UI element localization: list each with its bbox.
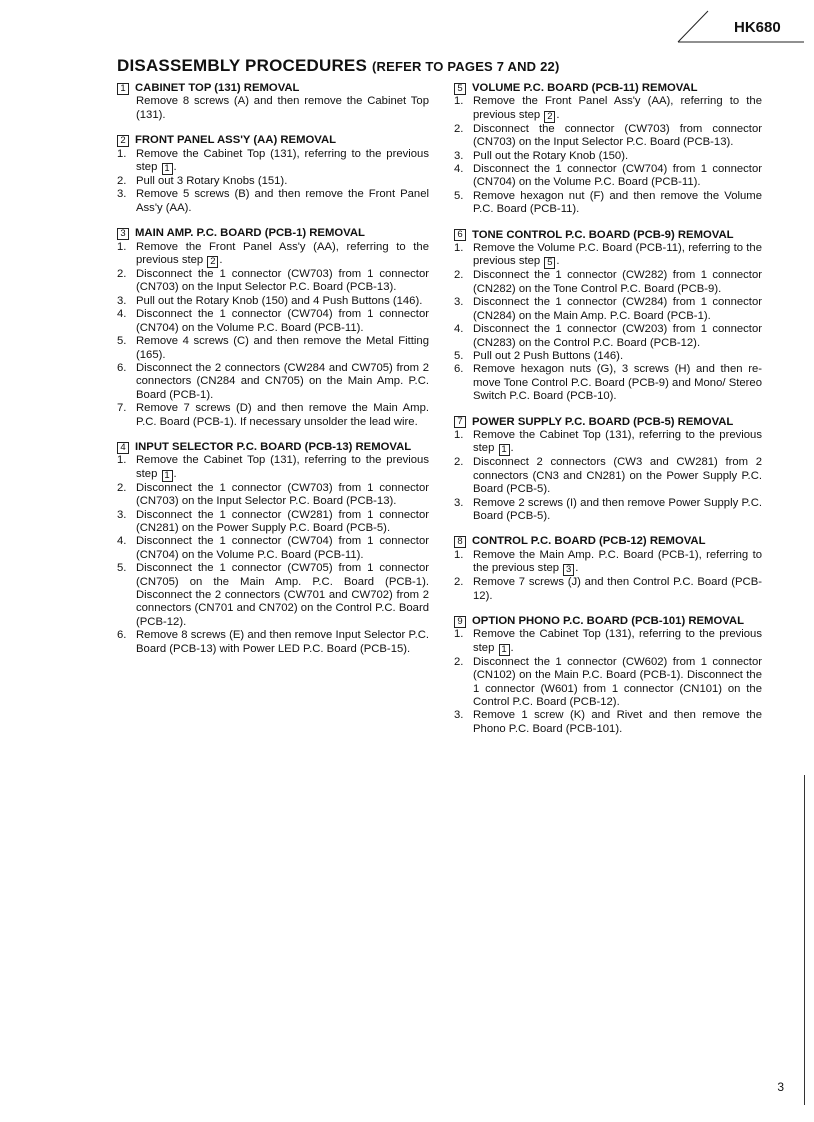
step-item bbox=[117, 308, 429, 335]
step-number: 4. bbox=[117, 535, 127, 548]
step-text-end: . bbox=[219, 254, 223, 267]
step-text: Disconnect the 1 connector (CW704) from 1 connector (CN704) on the Volume P.C. Board (PCB-11). bbox=[136, 535, 429, 561]
step-list bbox=[454, 429, 762, 523]
step-text: Remove the Cabinet Top (131), referring to the previous step bbox=[473, 628, 762, 654]
section-heading bbox=[454, 82, 762, 95]
step-text-end: . bbox=[510, 442, 514, 455]
step-text: Pull out the Rotary Knob (150). bbox=[473, 149, 629, 162]
section-heading bbox=[117, 227, 429, 240]
step-list bbox=[454, 242, 762, 403]
section-volume-board bbox=[454, 82, 762, 217]
section-heading bbox=[454, 615, 762, 628]
section-number-box: 9 bbox=[454, 616, 466, 628]
step-text: Remove the Cabinet Top (131), referring to the previous step bbox=[136, 454, 429, 480]
step-text: Remove 7 screws (J) and then Control P.C. Board (PCB-12). bbox=[473, 576, 762, 602]
step-reference-box: 1 bbox=[499, 644, 510, 656]
step-item bbox=[454, 549, 762, 576]
section-number-box: 8 bbox=[454, 536, 466, 548]
step-number: 1. bbox=[454, 548, 464, 561]
step-text: Disconnect the 1 connector (CW281) from 1 connector (CN281) on the Power Supply P.C. Board (PCB-5). bbox=[136, 508, 429, 534]
step-list bbox=[454, 628, 762, 736]
step-item bbox=[454, 350, 762, 363]
left-column bbox=[117, 82, 429, 668]
step-item bbox=[454, 628, 762, 655]
section-title: CABINET TOP (131) REMOVAL bbox=[135, 82, 300, 94]
section-heading bbox=[117, 134, 429, 147]
section-control-board bbox=[454, 535, 762, 603]
step-text: Pull out 3 Rotary Knobs (151). bbox=[136, 175, 288, 188]
step-item bbox=[454, 429, 762, 456]
step-item bbox=[454, 150, 762, 163]
step-text: Disconnect the 1 connector (CW704) from 1 connector (CN704) on the Volume P.C. Board (PCB-11). bbox=[473, 163, 762, 189]
step-reference-box: 1 bbox=[162, 470, 173, 482]
step-list bbox=[117, 148, 429, 216]
page-title-main: DISASSEMBLY PROCEDURES bbox=[117, 56, 368, 75]
section-number-box: 7 bbox=[454, 416, 466, 428]
section-power-supply-board bbox=[454, 416, 762, 524]
step-item bbox=[454, 95, 762, 122]
section-number-box: 6 bbox=[454, 229, 466, 241]
step-text: Remove the Front Panel Ass'y (AA), referring to the previous step bbox=[136, 240, 429, 267]
page-edge-line bbox=[804, 775, 805, 1105]
step-number: 1. bbox=[454, 628, 464, 641]
step-text: Disconnect 2 connectors (CW3 and CW281) from 2 connectors (CN3 and CN281) on the Power Supply P.C. Board (PCB-5). bbox=[473, 456, 762, 496]
step-text-end: . bbox=[173, 161, 177, 174]
section-number-box: 4 bbox=[117, 442, 129, 454]
step-number: 2. bbox=[454, 576, 464, 589]
step-item bbox=[117, 148, 429, 175]
step-text: Remove the Cabinet Top (131), referring to the previous step bbox=[473, 428, 762, 455]
section-main-amp-board bbox=[117, 227, 429, 429]
step-number: 1. bbox=[117, 240, 127, 253]
section-number-box: 5 bbox=[454, 83, 466, 95]
step-item bbox=[454, 709, 762, 736]
step-text: Pull out 2 Push Buttons (146). bbox=[473, 349, 624, 362]
page-title-reference: (REFER TO PAGES 7 AND 22) bbox=[371, 59, 560, 74]
step-number: 3. bbox=[454, 149, 464, 162]
step-text: Disconnect the 1 connector (CW703) from 1 connector (CN703) on the Input Selector P.C. Board (PCB-13). bbox=[136, 268, 429, 294]
section-heading bbox=[454, 416, 762, 429]
page-title bbox=[117, 56, 559, 76]
step-reference-box: 3 bbox=[563, 564, 574, 576]
step-text: Remove the Main Amp. P.C. Board (PCB-1), referring to the previous step bbox=[473, 548, 762, 575]
step-item bbox=[117, 362, 429, 402]
step-number: 4. bbox=[454, 323, 464, 336]
section-heading bbox=[117, 82, 429, 95]
step-text-end: . bbox=[510, 641, 514, 654]
step-text: Remove the Volume P.C. Board (PCB-11), referring to the previous step bbox=[473, 242, 762, 268]
step-item bbox=[117, 535, 429, 562]
step-reference-box: 1 bbox=[162, 163, 173, 175]
step-text: Disconnect the 1 connector (CW602) from 1 connector (CN102) on the Main P.C. Board (PCB-1). Disconnect the 1 connector (W601) from 1 connector (CN101) on the Control P.C. Board (PCB-12). bbox=[473, 655, 762, 709]
section-title: TONE CONTROL P.C. BOARD (PCB-9) REMOVAL bbox=[472, 228, 734, 241]
step-item bbox=[117, 402, 429, 429]
step-item bbox=[117, 509, 429, 536]
step-number: 2. bbox=[117, 481, 127, 494]
step-number: 1. bbox=[454, 242, 464, 255]
section-front-panel bbox=[117, 134, 429, 215]
step-reference-box: 1 bbox=[499, 444, 510, 456]
step-item bbox=[454, 123, 762, 150]
section-title: CONTROL P.C. BOARD (PCB-12) REMOVAL bbox=[472, 535, 706, 548]
step-number: 5. bbox=[117, 562, 127, 575]
step-item bbox=[454, 656, 762, 710]
step-text: Disconnect the 1 connector (CW282) from 1 connector (CN282) on the Tone Control P.C. Board (PCB-9). bbox=[473, 269, 762, 295]
step-number: 4. bbox=[117, 308, 127, 321]
step-item bbox=[117, 454, 429, 481]
step-number: 2. bbox=[454, 456, 464, 469]
step-number: 6. bbox=[454, 363, 464, 376]
model-number: HK680 bbox=[734, 19, 781, 36]
step-number: 1. bbox=[117, 454, 127, 467]
step-item bbox=[117, 482, 429, 509]
step-text: Disconnect the connector (CW703) from connector (CN703) on the Input Selector P.C. Board (PCB-13). bbox=[473, 122, 762, 149]
step-item bbox=[117, 241, 429, 268]
step-item bbox=[454, 242, 762, 269]
step-item bbox=[117, 188, 429, 215]
step-number: 4. bbox=[454, 163, 464, 176]
page-number: 3 bbox=[777, 1080, 784, 1094]
step-item bbox=[454, 296, 762, 323]
step-item bbox=[117, 629, 429, 656]
step-text: Disconnect the 1 connector (CW704) from 1 connector (CN704) on the Volume P.C. Board (PCB-11). bbox=[136, 308, 429, 334]
section-title: OPTION PHONO P.C. BOARD (PCB-101) REMOVAL bbox=[472, 615, 744, 627]
step-number: 5. bbox=[454, 189, 464, 202]
step-item bbox=[117, 175, 429, 188]
step-text: Remove 1 screw (K) and Rivet and then remove the Phono P.C. Board (PCB-101). bbox=[473, 709, 762, 735]
step-number: 1. bbox=[117, 147, 127, 160]
section-title: MAIN AMP. P.C. BOARD (PCB-1) REMOVAL bbox=[135, 227, 365, 240]
step-text: Remove hexagon nuts (G), 3 screws (H) and then re-move Tone Control P.C. Board (PCB-9) and Mono/ Stereo Switch P.C. Board (PCB-10). bbox=[473, 363, 762, 403]
step-text-end: . bbox=[575, 562, 579, 575]
step-text-end: . bbox=[556, 108, 560, 121]
step-number: 3. bbox=[117, 294, 127, 307]
step-text: Disconnect the 1 connector (CW203) from 1 connector (CN283) on the Control P.C. Board (PCB-12). bbox=[473, 323, 762, 349]
step-number: 6. bbox=[117, 629, 127, 642]
step-text: Disconnect the 1 connector (CW703) from 1 connector (CN703) on the Input Selector P.C. Board (PCB-13). bbox=[136, 481, 429, 508]
step-reference-box: 5 bbox=[544, 257, 555, 269]
section-title: FRONT PANEL ASS'Y (AA) REMOVAL bbox=[135, 134, 337, 147]
section-cabinet-top bbox=[117, 82, 429, 122]
step-list bbox=[117, 454, 429, 656]
step-number: 3. bbox=[117, 188, 127, 201]
step-item bbox=[454, 576, 762, 603]
step-text: Disconnect the 2 connectors (CW284 and CW705) from 2 connectors (CN284 and CN705) on the Main Amp. P.C. Board (PCB-1). bbox=[136, 361, 429, 401]
step-item bbox=[454, 363, 762, 403]
step-number: 3. bbox=[117, 508, 127, 521]
step-number: 5. bbox=[117, 335, 127, 348]
step-reference-box: 2 bbox=[207, 256, 218, 268]
section-heading bbox=[454, 229, 762, 242]
step-list bbox=[454, 549, 762, 603]
step-list bbox=[117, 241, 429, 429]
step-number: 3. bbox=[454, 496, 464, 509]
step-item bbox=[454, 269, 762, 296]
step-number: 7. bbox=[117, 402, 127, 415]
step-text-end: . bbox=[173, 467, 177, 480]
step-number: 2. bbox=[454, 122, 464, 135]
step-number: 2. bbox=[117, 268, 127, 281]
step-number: 1. bbox=[454, 95, 464, 108]
step-item bbox=[454, 190, 762, 217]
step-item bbox=[454, 497, 762, 524]
model-tag bbox=[674, 10, 804, 44]
step-text: Remove 8 screws (E) and then remove Input Selector P.C. Board (PCB-13) with Power LED P.C. Board (PCB-15). bbox=[136, 629, 429, 655]
step-item bbox=[117, 268, 429, 295]
step-item bbox=[117, 562, 429, 629]
section-tone-control-board bbox=[454, 229, 762, 404]
step-text: Remove 5 screws (B) and then remove the Front Panel Ass'y (AA). bbox=[136, 188, 429, 214]
step-item bbox=[117, 295, 429, 308]
step-reference-box: 2 bbox=[544, 111, 555, 123]
step-number: 5. bbox=[454, 349, 464, 362]
step-list bbox=[454, 95, 762, 216]
section-heading bbox=[454, 535, 762, 548]
step-text: Remove 4 screws (C) and then remove the Metal Fitting (165). bbox=[136, 335, 429, 361]
step-text: Pull out the Rotary Knob (150) and 4 Push Buttons (146). bbox=[136, 294, 423, 307]
step-text-end: . bbox=[556, 255, 560, 268]
section-title: INPUT SELECTOR P.C. BOARD (PCB-13) REMOVAL bbox=[135, 440, 412, 453]
step-number: 3. bbox=[454, 296, 464, 309]
step-item bbox=[454, 163, 762, 190]
step-item bbox=[117, 335, 429, 362]
step-text: Remove 7 screws (D) and then remove the Main Amp. P.C. Board (PCB-1). If necessary unsolder the lead wire. bbox=[136, 402, 429, 428]
step-text: Remove the Front Panel Ass'y (AA), referring to the previous step bbox=[473, 95, 762, 121]
step-number: 6. bbox=[117, 361, 127, 374]
section-number-box: 2 bbox=[117, 135, 129, 147]
section-number-box: 3 bbox=[117, 228, 129, 240]
step-item bbox=[454, 323, 762, 350]
step-text: Remove the Cabinet Top (131), referring to the previous step bbox=[136, 147, 429, 174]
section-number-box: 1 bbox=[117, 83, 129, 95]
step-text: Disconnect the 1 connector (CW705) from 1 connector (CN705) on the Main Amp. P.C. Board (PCB-1). Disconnect the 2 connectors (CW701 and CW702) from 2 connectors (CN701 and CN702) on the Control P.C. Board (PCB-12). bbox=[136, 562, 429, 628]
step-text: Remove hexagon nut (F) and then remove the Volume P.C. Board (PCB-11). bbox=[473, 189, 762, 216]
step-number: 2. bbox=[454, 269, 464, 282]
section-title: POWER SUPPLY P.C. BOARD (PCB-5) REMOVAL bbox=[472, 415, 734, 428]
section-title: VOLUME P.C. BOARD (PCB-11) REMOVAL bbox=[472, 82, 698, 94]
section-body: Remove 8 screws (A) and then remove the Cabinet Top (131). bbox=[136, 95, 429, 121]
step-item bbox=[454, 456, 762, 496]
section-heading bbox=[117, 441, 429, 454]
section-input-selector-board bbox=[117, 441, 429, 656]
section-phono-board bbox=[454, 615, 762, 736]
step-number: 3. bbox=[454, 709, 464, 722]
step-number: 2. bbox=[117, 175, 127, 188]
step-number: 1. bbox=[454, 428, 464, 441]
step-number: 2. bbox=[454, 655, 464, 668]
step-text: Remove 2 screws (I) and then remove Power Supply P.C. Board (PCB-5). bbox=[473, 496, 762, 522]
step-text: Disconnect the 1 connector (CW284) from 1 connector (CN284) on the Main Amp. P.C. Board (PCB-1). bbox=[473, 296, 762, 322]
right-column bbox=[454, 82, 762, 748]
